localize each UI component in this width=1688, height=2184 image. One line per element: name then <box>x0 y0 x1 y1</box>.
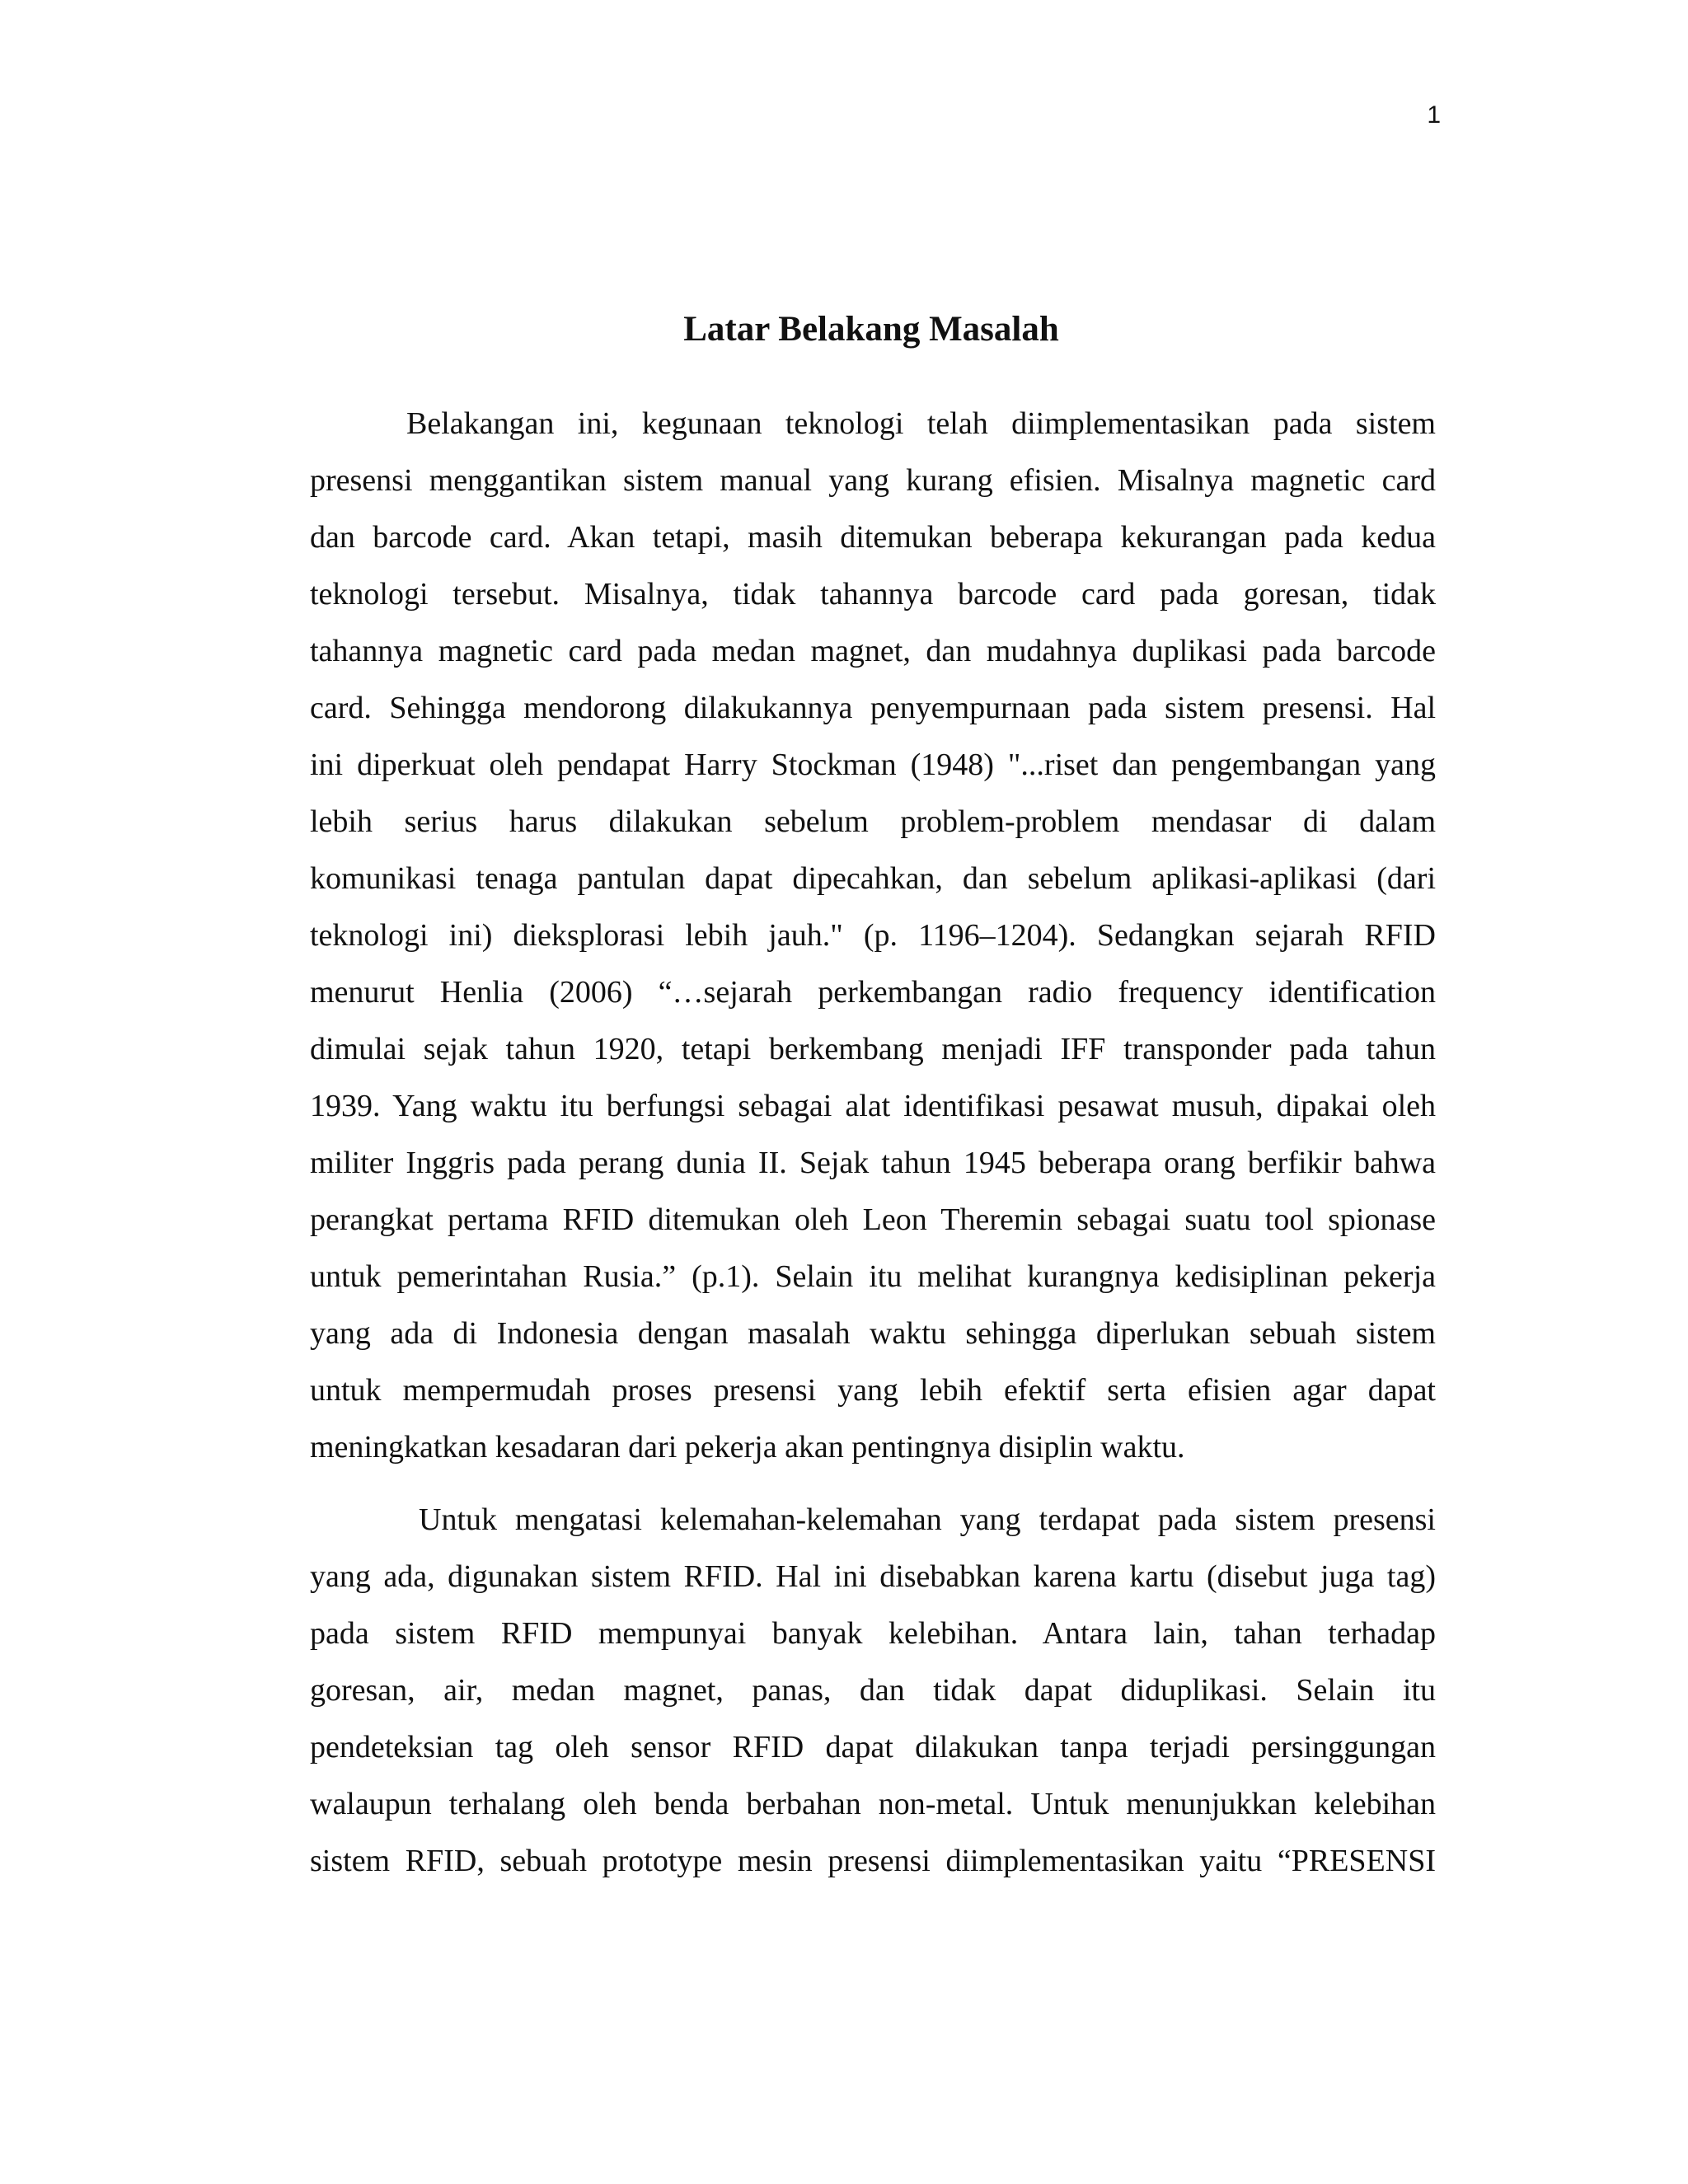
paragraph-line: card. Sehingga mendorong dilakukannya penyempurnaan pada sistem presensi. Hal <box>310 691 1436 725</box>
paragraph-line: perangkat pertama RFID ditemukan oleh Leon Theremin sebagai suatu tool spionase <box>310 1202 1436 1237</box>
paragraph-line: goresan, air, medan magnet, panas, dan tidak dapat diduplikasi. Selain itu <box>310 1673 1436 1708</box>
paragraph-line: tahannya magnetic card pada medan magnet, dan mudahnya duplikasi pada barcode <box>310 634 1436 668</box>
paragraph-line: dimulai sejak tahun 1920, tetapi berkembang menjadi IFF transponder pada tahun <box>310 1032 1436 1066</box>
paragraph-line: meningkatkan kesadaran dari pekerja akan pentingnya disiplin waktu. <box>310 1430 1185 1465</box>
paragraph-line: menurut Henlia (2006) “…sejarah perkembangan radio frequency identification <box>310 975 1436 1010</box>
paragraph-line: dan barcode card. Akan tetapi, masih ditemukan beberapa kekurangan pada kedua <box>310 520 1436 555</box>
paragraph-line: walaupun terhalang oleh benda berbahan non-metal. Untuk menunjukkan kelebihan <box>310 1787 1436 1821</box>
paragraph-line: 1939. Yang waktu itu berfungsi sebagai alat identifikasi pesawat musuh, dipakai oleh <box>310 1089 1436 1123</box>
paragraph-line: untuk pemerintahan Rusia.” (p.1). Selain itu melihat kurangnya kedisiplinan pekerja <box>310 1259 1436 1294</box>
paragraph-line: Belakangan ini, kegunaan teknologi telah diimplementasikan pada sistem <box>406 406 1436 441</box>
paragraph-line: untuk mempermudah proses presensi yang lebih efektif serta efisien agar dapat <box>310 1373 1436 1408</box>
paragraph-line: militer Inggris pada perang dunia II. Sejak tahun 1945 beberapa orang berfikir bahwa <box>310 1146 1436 1180</box>
page-number: 1 <box>1427 101 1441 129</box>
paragraph-line: yang ada, digunakan sistem RFID. Hal ini disebabkan karena kartu (disebut juga tag) <box>310 1559 1436 1594</box>
paragraph-line: pada sistem RFID mempunyai banyak kelebihan. Antara lain, tahan terhadap <box>310 1616 1436 1651</box>
paragraph-line: teknologi tersebut. Misalnya, tidak tahannya barcode card pada goresan, tidak <box>310 577 1436 612</box>
paragraph-line: lebih serius harus dilakukan sebelum problem-problem mendasar di dalam <box>310 804 1436 839</box>
paragraph-line: yang ada di Indonesia dengan masalah waktu sehingga diperlukan sebuah sistem <box>310 1316 1436 1351</box>
paragraph-line: pendeteksian tag oleh sensor RFID dapat dilakukan tanpa terjadi persinggungan <box>310 1730 1436 1765</box>
paragraph-line: Untuk mengatasi kelemahan-kelemahan yang terdapat pada sistem presensi <box>419 1502 1436 1537</box>
paragraph-line: komunikasi tenaga pantulan dapat dipecahkan, dan sebelum aplikasi-aplikasi (dari <box>310 861 1436 896</box>
paragraph-line: sistem RFID, sebuah prototype mesin presensi diimplementasikan yaitu “PRESENSI <box>310 1844 1436 1878</box>
paragraph-line: ini diperkuat oleh pendapat Harry Stockman (1948) "...riset dan pengembangan yang <box>310 748 1436 782</box>
paragraph-line: teknologi ini) dieksplorasi lebih jauh." (p. 1196–1204). Sedangkan sejarah RFID <box>310 918 1436 953</box>
page-title: Latar Belakang Masalah <box>683 310 1059 349</box>
paragraph-line: presensi menggantikan sistem manual yang kurang efisien. Misalnya magnetic card <box>310 463 1436 498</box>
